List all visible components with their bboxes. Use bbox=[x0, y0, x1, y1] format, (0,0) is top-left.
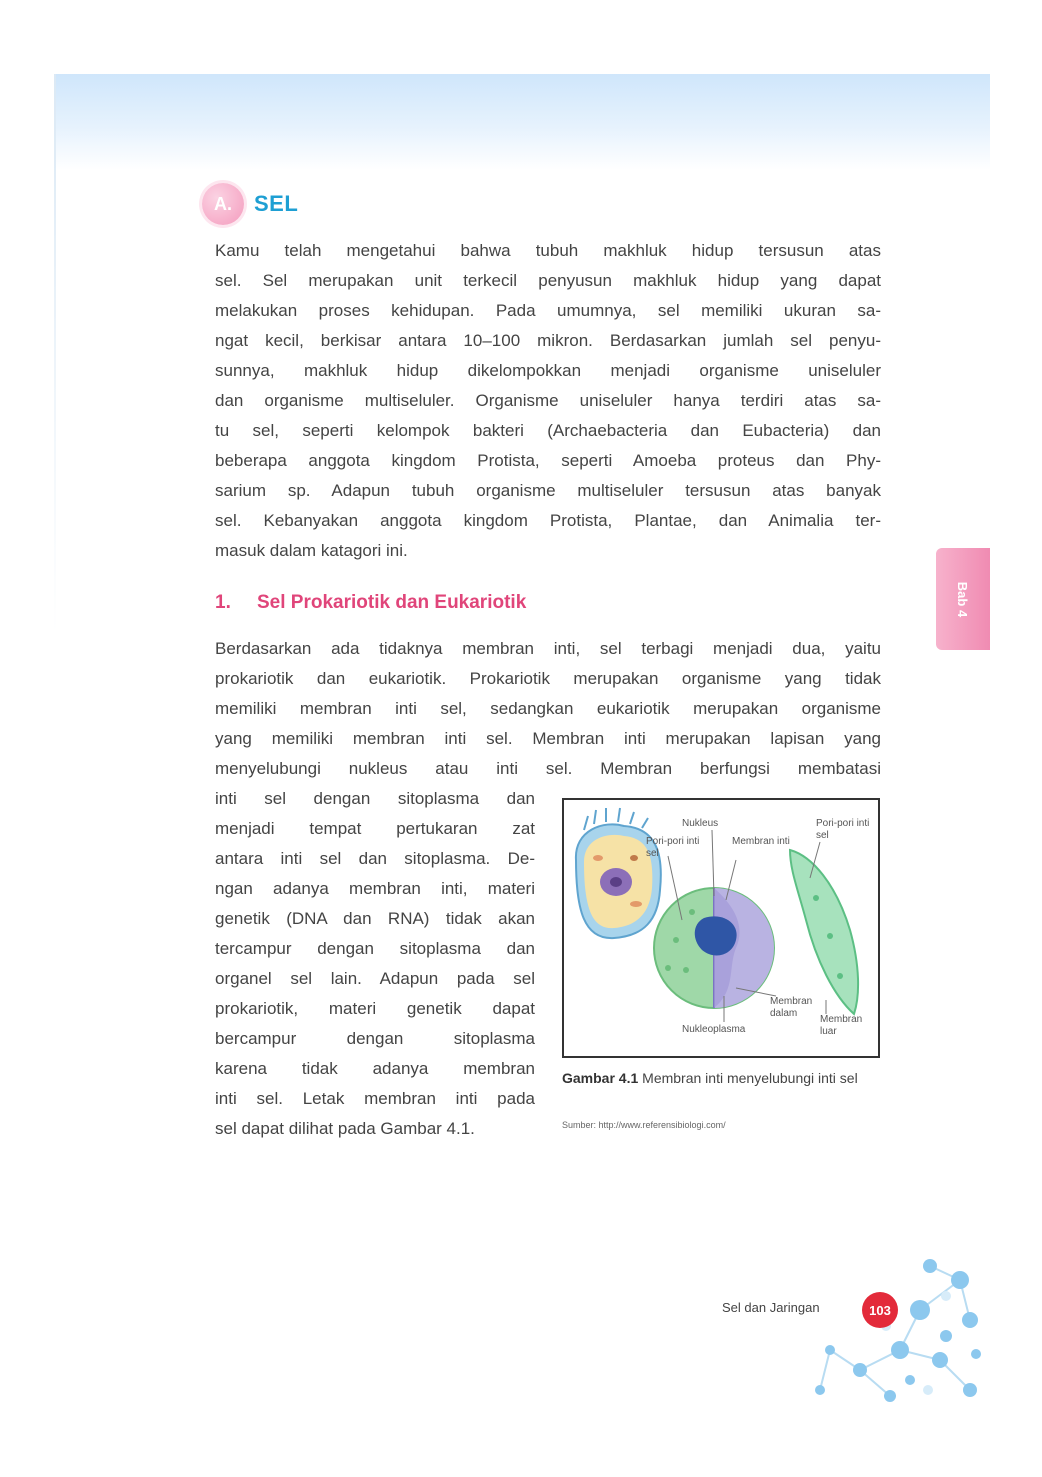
text-line: beberapa anggota kingdom Protista, seperti Amoeba proteus dan Phy- bbox=[215, 451, 881, 470]
text-line: dan organisme multiseluler. Organisme uniseluler hanya terdiri atas sa- bbox=[215, 391, 881, 410]
membrane-fragment bbox=[790, 850, 858, 1014]
text-line: bercampur dengan sitoplasma bbox=[215, 1029, 535, 1048]
label-pori-inti-left: Pori-pori inti sel bbox=[646, 836, 700, 859]
section-badge: A. bbox=[202, 183, 244, 225]
text-line: masuk dalam katagori ini. bbox=[215, 541, 408, 560]
nucleus-sphere bbox=[654, 888, 774, 1008]
text-line: karena tidak adanya membran bbox=[215, 1059, 535, 1078]
text-line: memiliki membran inti sel, sedangkan eukariotik merupakan organisme bbox=[215, 699, 881, 718]
text-line: sarium sp. Adapun tubuh organisme multiseluler tersusun atas banyak bbox=[215, 481, 881, 500]
text-line: sel. Kebanyakan anggota kingdom Protista, Plantae, dan Animalia ter- bbox=[215, 511, 881, 530]
text-line: ngat kecil, berkisar antara 10–100 mikron. Berdasarkan jumlah sel penyu- bbox=[215, 331, 881, 350]
molecule-decoration bbox=[800, 1250, 990, 1410]
text-line: tu sel, seperti kelompok bakteri (Archaebacteria dan Eubacteria) dan bbox=[215, 421, 881, 440]
text-line: menjadi tempat pertukaran zat bbox=[215, 819, 535, 838]
text-line: tercampur dengan sitoplasma dan bbox=[215, 939, 535, 958]
label-membran-inti: Membran inti bbox=[732, 836, 790, 847]
figure-cell-membrane bbox=[562, 798, 880, 1058]
label-nukleus: Nukleus bbox=[682, 818, 719, 829]
label-nukleoplasma: Nukleoplasma bbox=[682, 1024, 746, 1035]
text-line: ngan adanya membran inti, materi bbox=[215, 879, 535, 898]
label-membran-luar: Membran luar bbox=[820, 1014, 863, 1037]
text-line: sunnya, makhluk hidup dikelompokkan menjadi organisme uniseluler bbox=[215, 361, 881, 380]
left-rule bbox=[54, 74, 56, 634]
header-band bbox=[54, 74, 990, 170]
text-line: Berdasarkan ada tidaknya membran inti, sel terbagi menjadi dua, yaitu bbox=[215, 639, 881, 658]
caption-text: Membran inti menyelubungi inti sel bbox=[638, 1070, 858, 1086]
text-line: yang memiliki membran inti sel. Membran inti merupakan lapisan yang bbox=[215, 729, 881, 748]
chapter-tab-label: Bab 4 bbox=[955, 581, 971, 617]
text-line: organel sel lain. Adapun pada sel bbox=[215, 969, 535, 988]
animal-cell-icon bbox=[576, 808, 661, 938]
text-line: genetik (DNA dan RNA) tidak akan bbox=[215, 909, 535, 928]
subsection-title: Sel Prokariotik dan Eukariotik bbox=[257, 592, 527, 613]
page-number: 103 bbox=[862, 1292, 898, 1328]
text-line: inti sel. Letak membran inti pada bbox=[215, 1089, 535, 1108]
text-line: Kamu telah mengetahui bahwa tubuh makhluk hidup tersusun atas bbox=[215, 241, 881, 260]
caption-label: Gambar 4.1 bbox=[562, 1070, 639, 1086]
text-line: sel dapat dilihat pada Gambar 4.1. bbox=[215, 1119, 475, 1138]
label-pori-inti-right: Pori-pori inti sel bbox=[816, 818, 870, 841]
chapter-tab bbox=[936, 548, 990, 650]
paragraph-prokariotik bbox=[215, 634, 881, 784]
text-line: menyelubungi nukleus atau inti sel. Membran berfungsi membatasi bbox=[215, 759, 881, 778]
subsection-heading bbox=[215, 592, 526, 614]
figure-source: Sumber: http://www.referensibiologi.com/ bbox=[562, 1120, 726, 1130]
text-line: sel. Sel merupakan unit terkecil penyusun makhluk hidup yang dapat bbox=[215, 271, 881, 290]
text-line: prokariotik dan eukariotik. Prokariotik merupakan organisme yang tidak bbox=[215, 669, 881, 688]
footer-chapter-title: Sel dan Jaringan bbox=[722, 1300, 820, 1315]
figure-caption bbox=[562, 1068, 882, 1088]
section-heading bbox=[202, 182, 298, 226]
text-line: melakukan proses kehidupan. Pada umumnya, sel memiliki ukuran sa- bbox=[215, 301, 881, 320]
subsection-number: 1. bbox=[215, 592, 231, 613]
section-title: SEL bbox=[254, 191, 299, 216]
intro-paragraph bbox=[215, 236, 881, 566]
label-membran-dalam: Membran dalam bbox=[770, 996, 813, 1019]
text-line: antara inti sel dan sitoplasma. De- bbox=[215, 849, 535, 868]
text-line: prokariotik, materi genetik dapat bbox=[215, 999, 535, 1018]
paragraph-membran bbox=[215, 784, 535, 1144]
text-line: inti sel dengan sitoplasma dan bbox=[215, 789, 535, 808]
